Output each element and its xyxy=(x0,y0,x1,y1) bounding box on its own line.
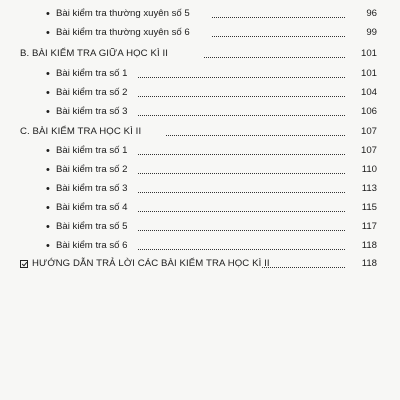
toc-item xyxy=(0,238,400,254)
toc-item-label: Bài kiểm tra số 2 xyxy=(56,164,128,175)
toc-item-page: 101 xyxy=(360,68,377,79)
toc-item-label: Bài kiểm tra số 6 xyxy=(56,240,128,251)
bullet-icon: • xyxy=(46,87,50,99)
toc-item xyxy=(0,85,400,101)
toc-item-page: 115 xyxy=(361,202,377,213)
toc-item xyxy=(0,143,400,159)
toc-item-label: Bài kiểm tra số 2 xyxy=(56,87,128,98)
dot-leader xyxy=(138,173,345,174)
bullet-icon: • xyxy=(46,221,50,233)
dot-leader xyxy=(212,17,345,18)
toc-section-heading xyxy=(0,124,400,140)
toc-item-label: Bài kiểm tra thường xuyên số 6 xyxy=(56,27,190,38)
dot-leader xyxy=(138,192,345,193)
dot-leader xyxy=(204,57,345,58)
dot-leader xyxy=(166,135,345,136)
dot-leader xyxy=(138,115,345,116)
checkbox-icon xyxy=(20,260,28,268)
toc-item-page: 107 xyxy=(360,145,377,156)
toc-section-page: 107 xyxy=(360,126,377,137)
toc-item-page: 110 xyxy=(361,164,377,175)
dot-leader xyxy=(138,77,345,78)
bullet-icon: • xyxy=(46,68,50,80)
toc-item-label: Bài kiểm tra số 3 xyxy=(56,183,128,194)
toc-section-title: B. BÀI KIỂM TRA GIỮA HỌC KÌ II xyxy=(20,48,169,59)
bullet-icon: • xyxy=(46,27,50,39)
bullet-icon: • xyxy=(46,106,50,118)
dot-leader xyxy=(138,211,345,212)
toc-item xyxy=(0,200,400,216)
toc-item xyxy=(0,219,400,235)
toc-item xyxy=(0,104,400,120)
toc-item-label: Bài kiểm tra số 3 xyxy=(56,106,128,117)
bullet-icon: • xyxy=(46,183,50,195)
dot-leader xyxy=(138,154,345,155)
dot-leader xyxy=(138,96,345,97)
dot-leader xyxy=(212,36,345,37)
toc-item xyxy=(0,66,400,82)
toc-item-label: Bài kiểm tra số 4 xyxy=(56,202,128,213)
bullet-icon: • xyxy=(46,8,50,20)
toc-answer-guide xyxy=(0,256,400,272)
toc-item-label: Bài kiểm tra số 5 xyxy=(56,221,128,232)
toc-section-page: 101 xyxy=(360,48,377,59)
bullet-icon: • xyxy=(46,202,50,214)
toc-item xyxy=(0,162,400,178)
dot-leader xyxy=(262,267,345,268)
dot-leader xyxy=(138,249,345,250)
bullet-icon: • xyxy=(46,145,50,157)
toc-item xyxy=(0,6,400,22)
toc-item-page: 113 xyxy=(361,183,377,194)
bullet-icon: • xyxy=(46,240,50,252)
toc-section-title: C. BÀI KIỂM TRA HỌC KÌ II xyxy=(20,126,142,137)
toc-item-label: Bài kiểm tra số 1 xyxy=(56,68,128,79)
toc-item xyxy=(0,25,400,41)
toc-item-page: 118 xyxy=(361,240,377,251)
toc-item-page: 99 xyxy=(366,27,377,38)
toc-answer-guide-title: HƯỚNG DẪN TRẢ LỜI CÁC BÀI KIỂM TRA HỌC KÌ II xyxy=(32,258,270,269)
toc-item-label: Bài kiểm tra số 1 xyxy=(56,145,128,156)
toc-answer-guide-page: 118 xyxy=(361,258,377,269)
dot-leader xyxy=(138,230,345,231)
toc-item-page: 96 xyxy=(366,8,377,19)
toc-item-page: 104 xyxy=(360,87,377,98)
toc-item xyxy=(0,181,400,197)
toc-item-page: 106 xyxy=(360,106,377,117)
toc-item-label: Bài kiểm tra thường xuyên số 5 xyxy=(56,8,190,19)
toc-section-heading xyxy=(0,46,400,62)
toc-item-page: 117 xyxy=(361,221,377,232)
bullet-icon: • xyxy=(46,164,50,176)
